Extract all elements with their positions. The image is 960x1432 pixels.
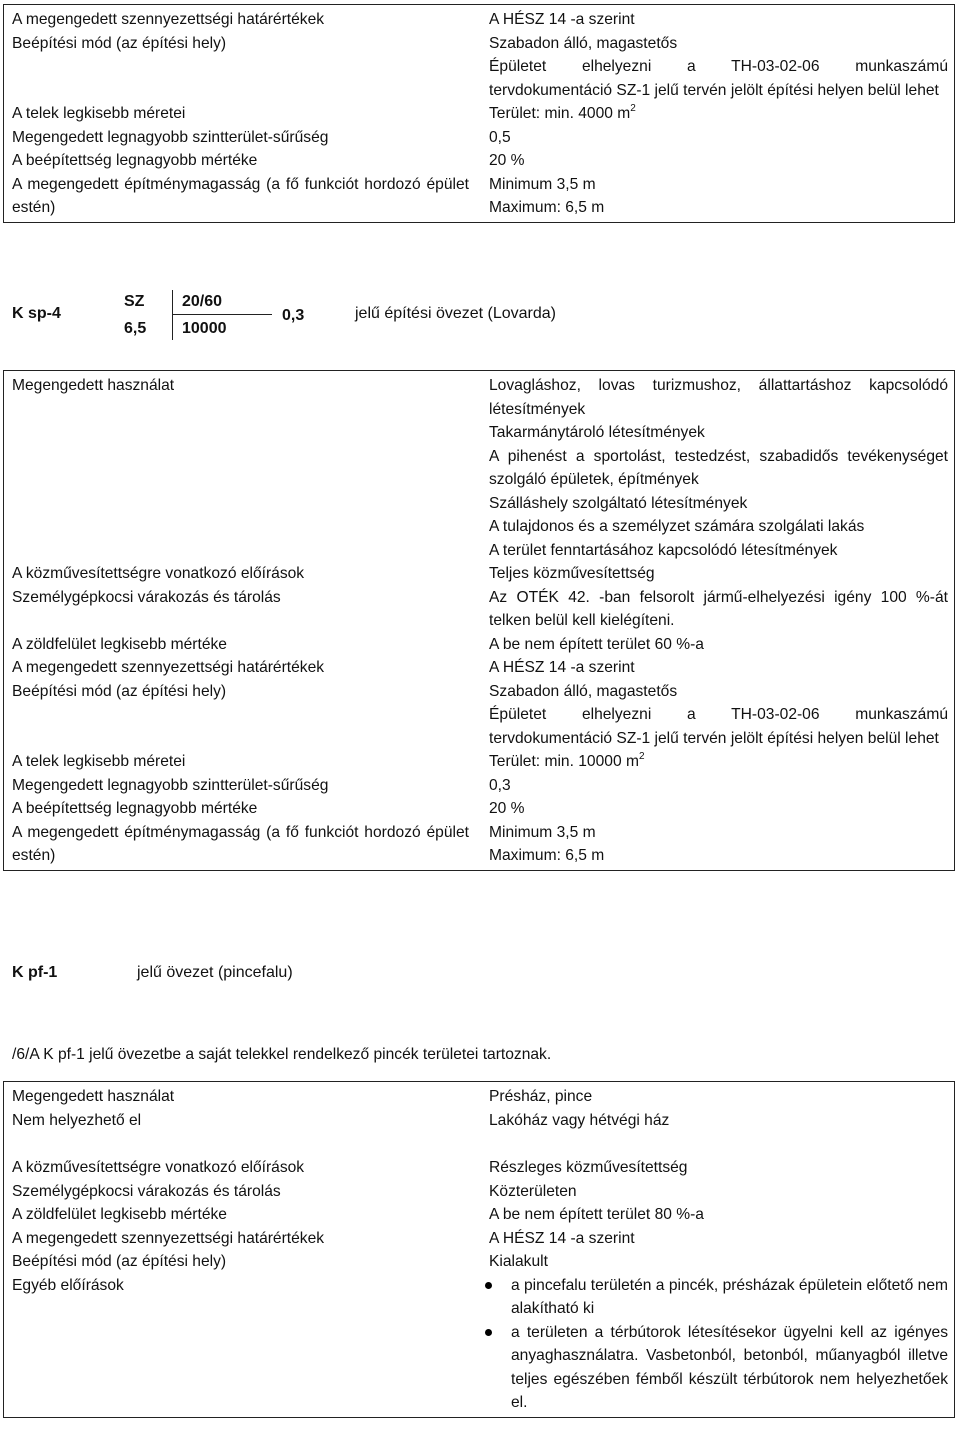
row-value: Minimum 3,5 m Maximum: 6,5 m	[489, 823, 605, 864]
row-label: A megengedett szennyezettségi határértékek	[12, 659, 325, 676]
zone-code-sp4: K sp-4	[12, 305, 61, 322]
row-value: A be nem épített terület 80 %-a	[489, 1206, 704, 1223]
row-value: Teljes közművesítettség	[489, 565, 655, 582]
row-value: Lakóház vagy hétvégi ház	[489, 1111, 670, 1129]
zone-description-sp4: jelű építési övezet (Lovarda)	[355, 305, 556, 322]
row-value: 20 %	[489, 800, 525, 817]
regulations-table-1	[3, 4, 955, 223]
row-label: Személygépkocsi várakozás és tárolás	[12, 1182, 281, 1200]
bullet-icon	[485, 1329, 492, 1336]
row-label: A telek legkisebb méretei	[12, 753, 186, 770]
row-value: Szabadon álló, magastetős Épületet elhelyezni a TH-03-02-06 munkaszámú tervdokumentáció SZ-1 jelű tervén jelölt építési helyen belül lehet	[489, 682, 948, 747]
row-label: Egyéb előírások	[12, 1276, 124, 1294]
row-value: A HÉSZ 14 -a szerint	[489, 1229, 635, 1247]
row-value: Közterületen	[489, 1182, 577, 1200]
row-value: Minimum 3,5 m Maximum: 6,5 m	[489, 175, 605, 216]
row-value: A HÉSZ 14 -a szerint	[489, 659, 635, 676]
row-value: Lovagláshoz, lovas turizmushoz, állattartáshoz kapcsolódó létesítmények Takarmánytároló létesítmények A pihenést a sportolást, testedzést, szabadidős tevékenységet szolgáló épületek, építmények Szálláshely szolgáltató létesítmények A tulajdonos és a személyzet számára szolgálati lakás A terület fenntartásához kapcsolódó létesítmények	[489, 377, 948, 559]
zone-code-pf1: K pf-1	[12, 964, 58, 981]
row-value: 0,3	[489, 776, 511, 794]
row-value: Présház, pince	[489, 1088, 593, 1105]
zone-index-top-left: SZ	[124, 293, 145, 310]
row-label: A közművesítettségre vonatkozó előírások	[12, 565, 305, 582]
bullet-icon	[485, 1282, 492, 1289]
row-value: 20 %	[489, 152, 525, 169]
list-item: a területen a térbútorok létesítésekor ügyelni kell az igényes anyaghasználatra. Vasbetonból, betonból, műanyagból illetve teljes egészében fémből készült térbútorok nem helyezhetőek el.	[479, 1321, 948, 1415]
row-label: Beépítési mód (az építési hely)	[12, 1253, 227, 1270]
row-label: A megengedett építménymagasság (a fő funkciót hordozó épület estén)	[12, 823, 469, 864]
row-value: Szabadon álló, magastetős Épületet elhelyezni a TH-03-02-06 munkaszámú tervdokumentáció SZ-1 jelű tervén jelölt építési helyen belül lehet	[489, 34, 948, 99]
other-rules-list	[479, 1274, 948, 1415]
row-label: A zöldfelület legkisebb mértéke	[12, 1206, 227, 1223]
zone-index-bottom-left: 6,5	[124, 320, 147, 337]
zone-index-top-right: 20/60	[182, 293, 223, 310]
row-value: Az OTÉK 42. -ban felsorolt jármű-elhelyezési igény 100 %-át telken belül kell kielégíteni.	[489, 588, 948, 629]
row-label: A megengedett szennyezettségi határértékek	[12, 1229, 325, 1247]
index-divider-horizontal	[172, 314, 272, 315]
list-item: a pincefalu területén a pincék, présházak épületein előtető nem alakítható ki	[479, 1274, 948, 1321]
row-label: Személygépkocsi várakozás és tárolás	[12, 588, 281, 606]
row-label: A megengedett szennyezettségi határértékek	[12, 11, 325, 28]
row-label: Megengedett használat	[12, 1088, 175, 1105]
zone-description-pf1: jelű övezet (pincefalu)	[137, 964, 293, 981]
row-label: Nem helyezhető el	[12, 1111, 142, 1129]
zone-index-right: 0,3	[282, 307, 305, 324]
row-value: Terület: min. 10000 $m^2$	[489, 750, 645, 770]
row-label: Beépítési mód (az építési hely)	[12, 682, 227, 700]
row-label: A zöldfelület legkisebb mértéke	[12, 635, 227, 653]
row-label: A megengedett építménymagasság (a fő funkciót hordozó épület estén)	[12, 175, 469, 216]
row-label: A beépítettség legnagyobb mértéke	[12, 152, 258, 169]
row-value	[477, 1274, 956, 1415]
paragraph-6: /6/A K pf-1 jelű övezetbe a saját telekkel rendelkező pincék területei tartoznak.	[12, 1046, 552, 1063]
row-value: Kialakult	[489, 1253, 548, 1270]
zone-index-bottom-right: 10000	[182, 320, 227, 337]
row-label: Megengedett használat	[12, 377, 175, 394]
row-label: A telek legkisebb méretei	[12, 105, 186, 122]
row-value: Részleges közművesítettség	[489, 1159, 688, 1176]
row-value: A be nem épített terület 60 %-a	[489, 635, 704, 653]
row-label: Beépítési mód (az építési hely)	[12, 34, 227, 52]
row-value: 0,5	[489, 128, 511, 146]
row-value: Terület: min. 4000 $m^2$	[489, 102, 636, 122]
row-label: Megengedett legnagyobb szintterület-sűrűség	[12, 128, 329, 146]
row-value: A HÉSZ 14 -a szerint	[489, 11, 635, 28]
row-label: Megengedett legnagyobb szintterület-sűrűség	[12, 776, 329, 794]
regulations-table-3	[3, 1081, 955, 1418]
row-label: A beépítettség legnagyobb mértéke	[12, 800, 258, 817]
row-label: A közművesítettségre vonatkozó előírások	[12, 1159, 305, 1176]
regulations-table-2	[3, 370, 955, 871]
